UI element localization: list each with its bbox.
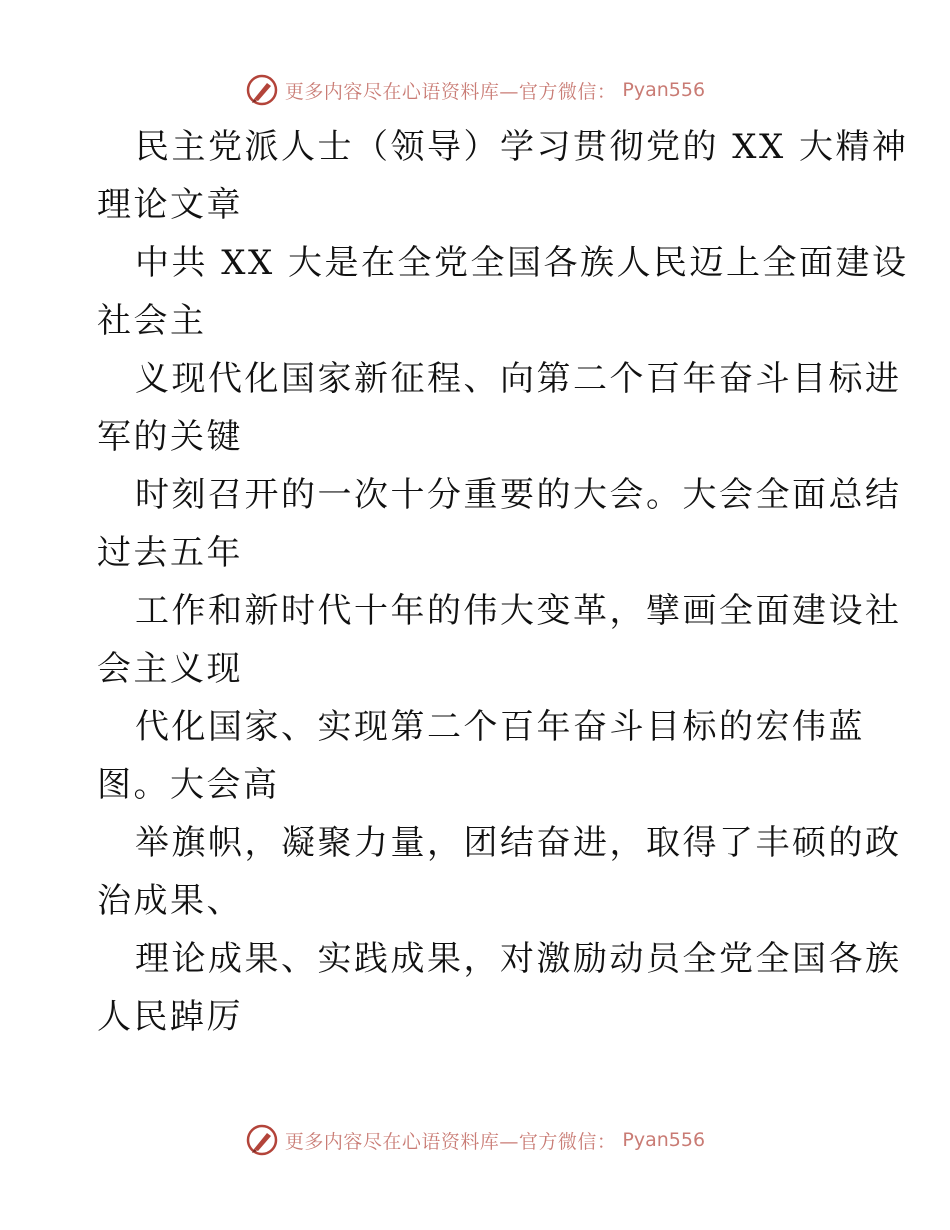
body-line: 人民踔厉 [97, 997, 243, 1037]
body-line: 工作和新时代十年的伟大变革，擘画全面建设社 [135, 591, 902, 631]
body-line: 代化国家、实现第二个百年奋斗目标的宏伟蓝 [135, 707, 865, 747]
footer-watermark [0, 1120, 950, 1160]
watermark-text: 更多内容尽在心语资料库—官方微信： [284, 80, 617, 103]
pen-logo-icon [245, 1123, 279, 1157]
pen-logo-icon [245, 73, 279, 107]
watermark-wechat-id: Pyan556 [622, 1129, 706, 1151]
body-line: 会主义现 [97, 649, 243, 689]
watermark-wechat-id: Pyan556 [622, 79, 706, 101]
body-line: 义现代化国家新征程、向第二个百年奋斗目标进 [135, 359, 902, 399]
body-line: 军的关键 [97, 417, 243, 457]
body-line: 过去五年 [97, 533, 243, 573]
body-line: 民主党派人士（领导）学习贯彻党的 XX 大精神 [135, 127, 909, 167]
body-line: 理论成果、实践成果，对激励动员全党全国各族 [135, 939, 902, 979]
body-line: 时刻召开的一次十分重要的大会。大会全面总结 [135, 475, 902, 515]
body-line: 图。大会高 [97, 765, 280, 805]
body-line: 中共 XX 大是在全党全国各族人民迈上全面建设 [135, 243, 909, 283]
body-line: 社会主 [97, 301, 207, 341]
body-line: 举旗帜，凝聚力量，团结奋进，取得了丰硕的政 [135, 823, 902, 863]
header-watermark [0, 70, 950, 110]
body-line: 理论文章 [97, 185, 243, 225]
body-line: 治成果、 [97, 881, 243, 921]
document-body [97, 118, 909, 1046]
watermark-text: 更多内容尽在心语资料库—官方微信： [284, 1130, 617, 1153]
